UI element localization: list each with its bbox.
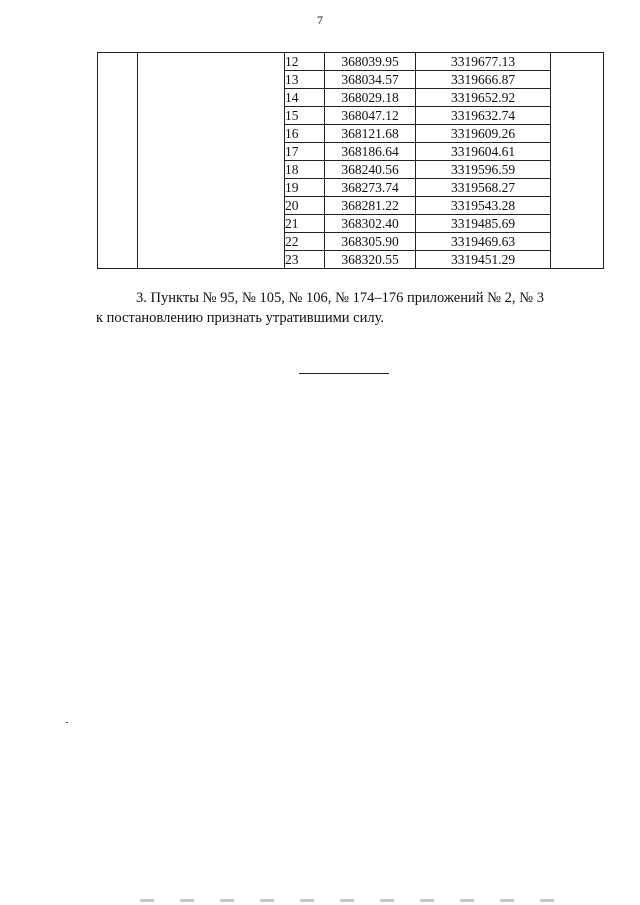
end-of-document-line: [299, 373, 389, 374]
point-number-cell: 20: [285, 197, 325, 215]
y-coordinate-cell: 3319677.13: [416, 53, 551, 71]
point-number-cell: 15: [285, 107, 325, 125]
empty-cell-6: [551, 53, 604, 269]
y-coordinate-cell: 3319568.27: [416, 179, 551, 197]
point-number-cell: 23: [285, 251, 325, 269]
y-coordinate-cell: 3319666.87: [416, 71, 551, 89]
x-coordinate-cell: 368121.68: [325, 125, 416, 143]
empty-cell-1: [98, 53, 138, 269]
y-coordinate-cell: 3319632.74: [416, 107, 551, 125]
point-number-cell: 21: [285, 215, 325, 233]
page-number: 7: [317, 13, 323, 27]
y-coordinate-cell: 3319604.61: [416, 143, 551, 161]
y-coordinate-cell: 3319652.92: [416, 89, 551, 107]
y-coordinate-cell: 3319485.69: [416, 215, 551, 233]
closing-paragraph: 3. Пункты № 95, № 105, № 106, № 174–176 приложений № 2, № 3 к постановлению признать утратившими силу.: [96, 290, 544, 326]
x-coordinate-cell: 368273.74: [325, 179, 416, 197]
x-coordinate-cell: 368047.12: [325, 107, 416, 125]
x-coordinate-cell: 368186.64: [325, 143, 416, 161]
point-number-cell: 22: [285, 233, 325, 251]
x-coordinate-cell: 368039.95: [325, 53, 416, 71]
point-number-cell: 12: [285, 53, 325, 71]
point-number-cell: 18: [285, 161, 325, 179]
x-coordinate-cell: 368240.56: [325, 161, 416, 179]
y-coordinate-cell: 3319469.63: [416, 233, 551, 251]
point-number-cell: 17: [285, 143, 325, 161]
x-coordinate-cell: 368305.90: [325, 233, 416, 251]
y-coordinate-cell: 3319543.28: [416, 197, 551, 215]
coordinates-table: [97, 52, 604, 269]
y-coordinate-cell: 3319451.29: [416, 251, 551, 269]
empty-cell-2: [138, 53, 285, 269]
x-coordinate-cell: 368034.57: [325, 71, 416, 89]
y-coordinate-cell: 3319609.26: [416, 125, 551, 143]
x-coordinate-cell: 368029.18: [325, 89, 416, 107]
x-coordinate-cell: 368320.55: [325, 251, 416, 269]
table-row: [98, 53, 604, 71]
point-number-cell: 16: [285, 125, 325, 143]
x-coordinate-cell: 368281.22: [325, 197, 416, 215]
point-number-cell: 19: [285, 179, 325, 197]
x-coordinate-cell: 368302.40: [325, 215, 416, 233]
y-coordinate-cell: 3319596.59: [416, 161, 551, 179]
scan-edge-artifacts: [140, 899, 580, 902]
point-number-cell: 14: [285, 89, 325, 107]
scan-speck: [66, 722, 68, 723]
point-number-cell: 13: [285, 71, 325, 89]
